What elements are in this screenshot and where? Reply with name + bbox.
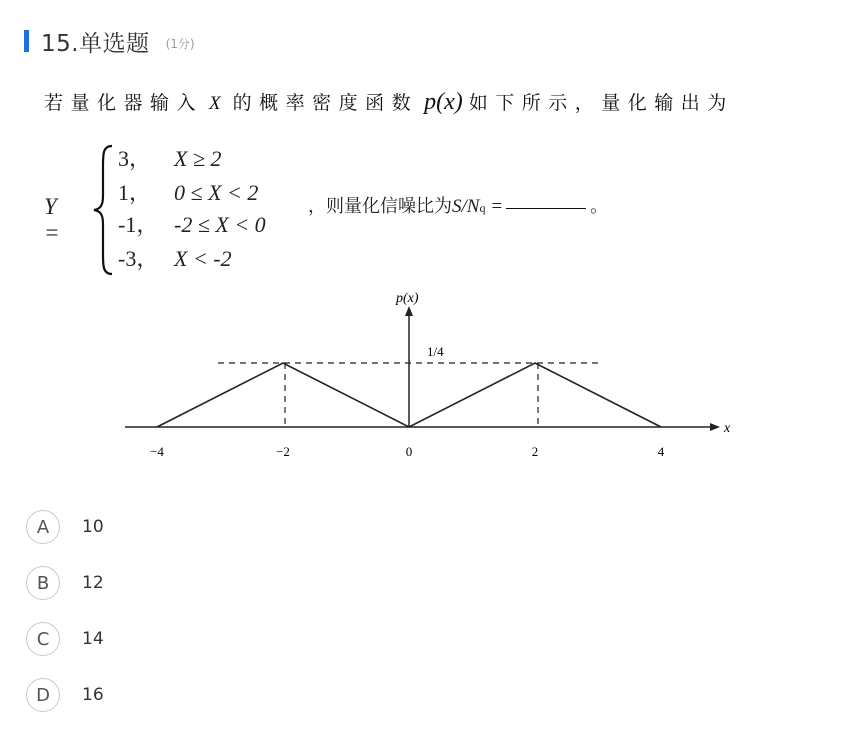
option-c[interactable] xyxy=(26,620,104,658)
option-b[interactable] xyxy=(26,564,104,602)
stem-text-after: 如下所示，量化输出为 xyxy=(468,92,734,114)
question-score: (1分) xyxy=(165,37,195,51)
snr-prompt xyxy=(308,192,608,218)
option-b-text: 12 xyxy=(82,573,104,593)
case-row-1: 3， X ≥ 2 xyxy=(118,146,222,171)
case-row-2: 1， 0 ≤ X < 2 xyxy=(118,180,259,205)
peak-label: 1/4 xyxy=(427,344,444,359)
options-list xyxy=(26,508,104,732)
answer-blank xyxy=(506,208,586,209)
stem-text-before: 若量化器输入 xyxy=(44,92,204,114)
snr-expr: S/N xyxy=(452,196,480,217)
option-d[interactable] xyxy=(26,676,104,714)
option-d-circle[interactable]: D xyxy=(26,678,60,712)
pdf-graph xyxy=(120,286,740,466)
stem-pdf: p(x) xyxy=(424,89,463,115)
x-tick-label: −4 xyxy=(150,444,164,459)
case-row-4: -3， X < -2 xyxy=(118,246,232,271)
x-tick-label: 0 xyxy=(405,444,413,459)
option-a-text: 10 xyxy=(82,517,104,537)
x-axis-arrow-icon xyxy=(710,423,720,431)
option-c-text: 14 xyxy=(82,629,104,649)
x-tick-labels xyxy=(150,444,665,459)
x-tick-label: 2 xyxy=(531,444,539,459)
option-c-circle[interactable]: C xyxy=(26,622,60,656)
piecewise-lhs: Y = xyxy=(44,194,60,245)
question-stem xyxy=(44,88,834,116)
case-row-3: -1， -2 ≤ X < 0 xyxy=(118,212,266,237)
end-punct: 。 xyxy=(590,196,609,217)
question-header xyxy=(24,24,195,58)
option-b-circle[interactable]: B xyxy=(26,566,60,600)
y-axis-arrow-icon xyxy=(405,306,413,316)
option-d-text: 16 xyxy=(82,685,104,705)
snr-tail-text: ，则量化信噪比为 xyxy=(308,196,452,217)
question-title: 15.单选题 xyxy=(41,30,150,57)
option-a-circle[interactable]: A xyxy=(26,510,60,544)
y-axis-label: p(x) xyxy=(396,291,419,306)
left-brace-icon xyxy=(92,144,116,276)
accent-bar xyxy=(24,30,29,52)
x-tick-label: 4 xyxy=(657,444,665,459)
option-a[interactable] xyxy=(26,508,104,546)
snr-equals: = xyxy=(491,196,503,217)
stem-text-mid: 的概率密度函数 xyxy=(232,92,419,114)
stem-var-x: X xyxy=(209,93,221,114)
x-axis-label: x xyxy=(724,421,731,436)
snr-subscript: q xyxy=(479,201,486,215)
x-tick-label: −2 xyxy=(276,444,290,459)
